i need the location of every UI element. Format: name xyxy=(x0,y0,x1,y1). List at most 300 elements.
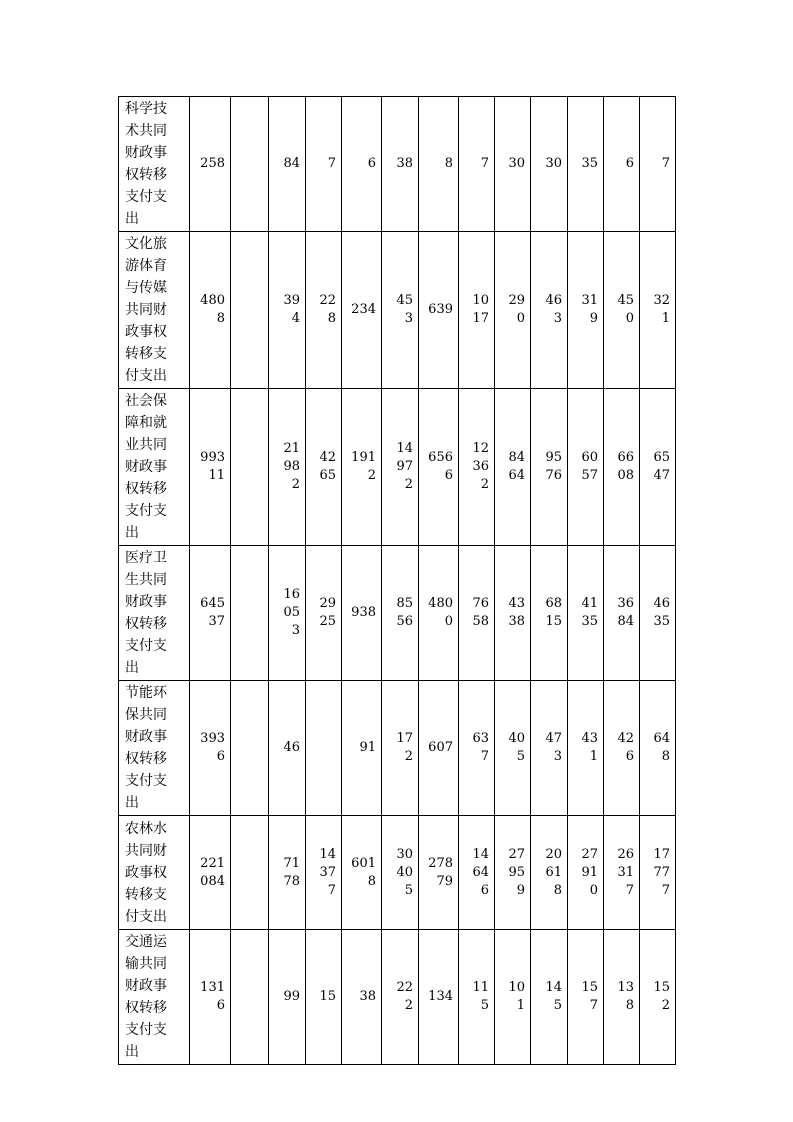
cell-value-line: 60 xyxy=(581,450,598,465)
row-label-line: 支付支 xyxy=(125,773,167,789)
cell-value-line: 46 xyxy=(283,740,300,755)
table-cell xyxy=(231,389,269,546)
cell-value-line: 11 xyxy=(472,980,489,995)
table-cell xyxy=(231,546,269,681)
cell-value-line: 68 xyxy=(545,596,562,611)
table-cell xyxy=(419,681,459,816)
cell-value-line: 40 xyxy=(508,731,525,746)
cell-value-line: 5 xyxy=(404,882,413,898)
row-label-line: 业共同 xyxy=(125,437,167,453)
cell-value-line: 480 xyxy=(200,293,225,308)
table-cell xyxy=(306,97,342,232)
table-cell xyxy=(459,389,495,546)
cell-value-line: 46 xyxy=(653,596,670,611)
cell-value-line: 0 xyxy=(625,311,634,326)
cell-value-line: 2 xyxy=(404,749,413,764)
table-cell xyxy=(604,97,640,232)
cell-value-line: 134 xyxy=(428,989,453,1004)
table-row xyxy=(119,546,676,681)
table-cell xyxy=(568,816,604,930)
table-cell xyxy=(190,232,231,389)
row-label-line: 输共同 xyxy=(125,956,167,972)
table-cell xyxy=(604,816,640,930)
table-cell xyxy=(231,681,269,816)
cell-value-line: 97 xyxy=(396,459,413,474)
cell-value-line: 14 xyxy=(472,846,489,862)
cell-value-line: 1 xyxy=(516,998,525,1013)
cell-value-line: 8 xyxy=(367,873,376,889)
row-label-line: 支付支 xyxy=(125,189,167,205)
table-cell xyxy=(568,389,604,546)
table-cell xyxy=(190,97,231,232)
table-cell xyxy=(568,546,604,681)
table-cell xyxy=(495,681,531,816)
cell-value-line: 14 xyxy=(396,441,413,456)
cell-value-line: 13 xyxy=(617,980,634,995)
cell-value-line: 2 xyxy=(480,477,489,492)
row-label-cell xyxy=(119,546,190,681)
row-label-line: 出 xyxy=(125,795,139,811)
row-label-line: 农林水 xyxy=(125,820,167,837)
row-label-line: 出 xyxy=(125,660,139,676)
table-cell xyxy=(382,389,419,546)
cell-value-line: 91 xyxy=(359,740,376,755)
cell-value-line: 35 xyxy=(581,614,598,629)
cell-value-line: 71 xyxy=(283,855,300,871)
cell-value-line: 22 xyxy=(396,980,413,995)
row-label-line: 交通运 xyxy=(125,934,167,950)
cell-value-line: 79 xyxy=(436,873,453,889)
cell-value-line: 77 xyxy=(653,864,670,880)
cell-value-line: 56 xyxy=(396,614,413,629)
cell-value-line: 6 xyxy=(216,998,225,1013)
table-cell xyxy=(382,681,419,816)
row-label-line: 政事权 xyxy=(125,864,167,881)
cell-value-line: 5 xyxy=(516,749,525,764)
row-label-line: 出 xyxy=(125,525,139,541)
cell-value-line: 084 xyxy=(200,873,225,889)
table-cell xyxy=(269,681,306,816)
table-cell xyxy=(495,97,531,232)
cell-value-line: 15 xyxy=(545,614,562,629)
cell-value-line: 30 xyxy=(545,156,562,171)
table-cell xyxy=(419,546,459,681)
row-label-line: 支付支 xyxy=(125,503,167,519)
row-label-cell xyxy=(119,681,190,816)
cell-value-line: 30 xyxy=(396,846,413,862)
table-cell xyxy=(604,930,640,1065)
cell-value-line: 4 xyxy=(291,311,300,326)
table-cell xyxy=(531,930,568,1065)
table-row xyxy=(119,389,676,546)
row-label-line: 政事权 xyxy=(125,324,167,340)
table-cell xyxy=(604,681,640,816)
row-label-line: 游体育 xyxy=(125,258,167,274)
table-cell xyxy=(342,546,382,681)
row-label-line: 出 xyxy=(125,1044,139,1060)
cell-value-line: 15 xyxy=(653,980,670,995)
table-cell xyxy=(342,816,382,930)
table-cell xyxy=(342,681,382,816)
table-cell xyxy=(531,97,568,232)
table-cell xyxy=(231,816,269,930)
cell-value-line: 26 xyxy=(617,846,634,862)
row-label-line: 出 xyxy=(125,211,139,227)
cell-value-line: 38 xyxy=(508,614,525,629)
cell-value-line: 43 xyxy=(508,596,525,611)
cell-value-line: 98 xyxy=(283,459,300,474)
cell-value-line: 6 xyxy=(367,156,376,171)
table-cell xyxy=(495,816,531,930)
table-cell xyxy=(640,546,676,681)
table-cell xyxy=(604,389,640,546)
cell-value-line: 15 xyxy=(581,980,598,995)
table-cell xyxy=(459,816,495,930)
cell-value-line: 6 xyxy=(216,749,225,764)
cell-value-line: 64 xyxy=(508,468,525,483)
cell-value-line: 8 xyxy=(327,311,336,326)
table-cell xyxy=(495,930,531,1065)
cell-value-line: 32 xyxy=(653,293,670,308)
table-cell xyxy=(342,930,382,1065)
row-label-line: 术共同 xyxy=(125,123,167,139)
cell-value-line: 21 xyxy=(283,441,300,456)
cell-value-line: 3 xyxy=(404,311,413,326)
cell-value-line: 0 xyxy=(589,882,598,898)
cell-value-line: 14 xyxy=(319,846,336,862)
cell-value-line: 7 xyxy=(661,156,670,171)
cell-value-line: 221 xyxy=(200,855,225,871)
cell-value-line: 76 xyxy=(472,596,489,611)
cell-value-line: 14 xyxy=(545,980,562,995)
cell-value-line: 66 xyxy=(617,450,634,465)
cell-value-line: 47 xyxy=(653,468,670,483)
cell-value-line: 7 xyxy=(480,749,489,764)
cell-value-line: 601 xyxy=(351,855,376,871)
cell-value-line: 37 xyxy=(208,614,225,629)
table-body xyxy=(119,97,676,1065)
table-cell xyxy=(495,389,531,546)
table-cell xyxy=(531,546,568,681)
cell-value-line: 2 xyxy=(404,998,413,1013)
cell-value-line: 6 xyxy=(625,156,634,171)
cell-value-line: 645 xyxy=(200,596,225,611)
cell-value-line: 12 xyxy=(472,441,489,456)
table-cell xyxy=(382,816,419,930)
cell-value-line: 8 xyxy=(444,156,453,171)
cell-value-line: 91 xyxy=(581,864,598,880)
table-cell xyxy=(306,232,342,389)
cell-value-line: 05 xyxy=(283,605,300,620)
cell-value-line: 27 xyxy=(508,846,525,862)
table-cell xyxy=(568,97,604,232)
row-label-line: 财政事 xyxy=(125,594,167,610)
cell-value-line: 84 xyxy=(283,156,300,171)
table-cell xyxy=(419,97,459,232)
cell-value-line: 393 xyxy=(200,731,225,746)
cell-value-line: 61 xyxy=(545,864,562,880)
cell-value-line: 99 xyxy=(283,989,300,1004)
cell-value-line: 17 xyxy=(396,731,413,746)
row-label-line: 保共同 xyxy=(125,707,167,723)
cell-value-line: 8 xyxy=(661,749,670,764)
cell-value-line: 607 xyxy=(428,740,453,755)
row-label-line: 共同财 xyxy=(125,302,167,318)
cell-value-line: 84 xyxy=(617,614,634,629)
cell-value-line: 6 xyxy=(480,882,489,898)
cell-value-line: 9 xyxy=(589,311,598,326)
table-row xyxy=(119,97,676,232)
cell-value-line: 35 xyxy=(653,614,670,629)
table-cell xyxy=(231,232,269,389)
row-label-line: 权转移 xyxy=(125,1000,167,1016)
cell-value-line: 42 xyxy=(617,731,634,746)
table-cell xyxy=(306,546,342,681)
row-label-line: 社会保 xyxy=(125,393,167,409)
table-cell xyxy=(604,232,640,389)
table-cell xyxy=(531,816,568,930)
row-label-line: 财政事 xyxy=(125,729,167,745)
table-cell xyxy=(531,389,568,546)
cell-value-line: 30 xyxy=(508,156,525,171)
cell-value-line: 76 xyxy=(545,468,562,483)
cell-value-line: 2 xyxy=(404,477,413,492)
table-cell xyxy=(382,546,419,681)
row-label-line: 与传媒 xyxy=(125,280,167,296)
row-label-line: 节能环 xyxy=(125,685,167,701)
table-cell xyxy=(190,816,231,930)
cell-value-line: 08 xyxy=(617,468,634,483)
table-cell xyxy=(190,389,231,546)
cell-value-line: 63 xyxy=(472,731,489,746)
table-cell xyxy=(419,232,459,389)
table-cell xyxy=(640,389,676,546)
cell-value-line: 480 xyxy=(428,596,453,611)
cell-value-line: 0 xyxy=(516,311,525,326)
row-label-line: 转移支 xyxy=(125,346,167,362)
row-label-line: 医疗卫 xyxy=(125,550,167,566)
cell-value-line: 35 xyxy=(581,156,598,171)
row-label-cell xyxy=(119,930,190,1065)
table-cell xyxy=(269,930,306,1065)
cell-value-line: 131 xyxy=(200,980,225,995)
cell-value-line: 7 xyxy=(625,882,634,898)
row-label-line: 财政事 xyxy=(125,978,167,994)
cell-value-line: 64 xyxy=(653,731,670,746)
cell-value-line: 40 xyxy=(396,864,413,880)
row-label-line: 付支出 xyxy=(125,368,167,384)
table-cell xyxy=(342,97,382,232)
table-cell xyxy=(568,232,604,389)
cell-value-line: 3 xyxy=(553,749,562,764)
cell-value-line: 639 xyxy=(428,302,453,317)
cell-value-line: 29 xyxy=(508,293,525,308)
table-cell xyxy=(190,546,231,681)
cell-value-line: 95 xyxy=(508,864,525,880)
cell-value-line: 6 xyxy=(625,749,634,764)
cell-value-line: 17 xyxy=(653,846,670,862)
cell-value-line: 65 xyxy=(319,468,336,483)
cell-value-line: 7 xyxy=(327,156,336,171)
row-label-line: 文化旅 xyxy=(125,236,167,252)
cell-value-line: 37 xyxy=(319,864,336,880)
cell-value-line: 3 xyxy=(291,623,300,638)
cell-value-line: 2 xyxy=(661,998,670,1013)
cell-value-line: 5 xyxy=(480,998,489,1013)
table-cell xyxy=(459,546,495,681)
cell-value-line: 85 xyxy=(396,596,413,611)
table-cell xyxy=(382,232,419,389)
cell-value-line: 27 xyxy=(581,846,598,862)
cell-value-line: 39 xyxy=(283,293,300,308)
table-row xyxy=(119,232,676,389)
table-cell xyxy=(269,546,306,681)
row-label-line: 财政事 xyxy=(125,459,167,475)
table-cell xyxy=(342,389,382,546)
cell-value-line: 8 xyxy=(553,882,562,898)
cell-value-line: 46 xyxy=(545,293,562,308)
cell-value-line: 38 xyxy=(359,989,376,1004)
cell-value-line: 47 xyxy=(545,731,562,746)
cell-value-line: 17 xyxy=(472,311,489,326)
cell-value-line: 43 xyxy=(581,731,598,746)
table-cell xyxy=(419,930,459,1065)
cell-value-line: 2 xyxy=(367,468,376,483)
cell-value-line: 36 xyxy=(617,596,634,611)
cell-value-line: 7 xyxy=(480,156,489,171)
cell-value-line: 6 xyxy=(444,468,453,483)
table-cell xyxy=(640,681,676,816)
cell-value-line: 9 xyxy=(516,882,525,898)
table-row xyxy=(119,930,676,1065)
cell-value-line: 7 xyxy=(327,882,336,898)
data-table xyxy=(118,96,676,1065)
row-label-line: 科学技 xyxy=(125,101,167,117)
cell-value-line: 15 xyxy=(319,989,336,1004)
table-cell xyxy=(306,816,342,930)
cell-value-line: 78 xyxy=(283,873,300,889)
cell-value-line: 8 xyxy=(216,311,225,326)
cell-value-line: 16 xyxy=(283,587,300,602)
cell-value-line: 36 xyxy=(472,459,489,474)
table-cell xyxy=(568,681,604,816)
table-cell xyxy=(640,816,676,930)
cell-value-line: 7 xyxy=(661,882,670,898)
row-label-cell xyxy=(119,232,190,389)
cell-value-line: 656 xyxy=(428,450,453,465)
cell-value-line: 938 xyxy=(351,605,376,620)
cell-value-line: 3 xyxy=(553,311,562,326)
cell-value-line: 41 xyxy=(581,596,598,611)
table-cell xyxy=(231,930,269,1065)
row-label-line: 障和就 xyxy=(125,415,167,431)
cell-value-line: 45 xyxy=(617,293,634,308)
cell-value-line: 57 xyxy=(581,468,598,483)
cell-value-line: 20 xyxy=(545,846,562,862)
table-cell xyxy=(531,232,568,389)
cell-value-line: 191 xyxy=(351,450,376,465)
cell-value-line: 258 xyxy=(200,156,225,171)
table-cell xyxy=(459,232,495,389)
table-cell xyxy=(459,97,495,232)
row-label-line: 权转移 xyxy=(125,616,167,632)
cell-value-line: 1 xyxy=(661,311,670,326)
row-label-line: 权转移 xyxy=(125,167,167,183)
cell-value-line: 31 xyxy=(617,864,634,880)
cell-value-line: 234 xyxy=(351,302,376,317)
cell-value-line: 42 xyxy=(319,450,336,465)
cell-value-line: 31 xyxy=(581,293,598,308)
cell-value-line: 29 xyxy=(319,596,336,611)
cell-value-line: 22 xyxy=(319,293,336,308)
table-cell xyxy=(306,930,342,1065)
row-label-line: 转移支 xyxy=(125,886,167,903)
table-cell xyxy=(231,97,269,232)
table-cell xyxy=(382,97,419,232)
table-row xyxy=(119,816,676,930)
table-cell xyxy=(640,97,676,232)
row-label-line: 共同财 xyxy=(125,842,167,859)
table-cell xyxy=(190,930,231,1065)
cell-value-line: 95 xyxy=(545,450,562,465)
row-label-cell xyxy=(119,389,190,546)
cell-value-line: 65 xyxy=(653,450,670,465)
table-cell xyxy=(604,546,640,681)
cell-value-line: 993 xyxy=(200,450,225,465)
row-label-line: 权转移 xyxy=(125,481,167,497)
cell-value-line: 45 xyxy=(396,293,413,308)
table-row xyxy=(119,681,676,816)
cell-value-line: 5 xyxy=(553,998,562,1013)
table-cell xyxy=(419,389,459,546)
table-cell xyxy=(190,681,231,816)
cell-value-line: 58 xyxy=(472,614,489,629)
table-cell xyxy=(306,681,342,816)
cell-value-line: 1 xyxy=(589,749,598,764)
table-cell xyxy=(269,389,306,546)
table-cell xyxy=(419,816,459,930)
row-label-line: 支付支 xyxy=(125,638,167,654)
cell-value-line: 7 xyxy=(589,998,598,1013)
table-cell xyxy=(306,389,342,546)
table-cell xyxy=(342,232,382,389)
cell-value-line: 38 xyxy=(396,156,413,171)
table-cell xyxy=(269,232,306,389)
table-cell xyxy=(640,930,676,1065)
table-cell xyxy=(531,681,568,816)
cell-value-line: 25 xyxy=(319,614,336,629)
cell-value-line: 10 xyxy=(472,293,489,308)
cell-value-line: 2 xyxy=(291,477,300,492)
cell-value-line: 84 xyxy=(508,450,525,465)
row-label-cell xyxy=(119,97,190,232)
table-cell xyxy=(568,930,604,1065)
cell-value-line: 8 xyxy=(625,998,634,1013)
table-cell xyxy=(382,930,419,1065)
row-label-line: 财政事 xyxy=(125,145,167,161)
table-cell xyxy=(459,681,495,816)
row-label-line: 权转移 xyxy=(125,751,167,767)
table-cell xyxy=(640,232,676,389)
cell-value-line: 64 xyxy=(472,864,489,880)
cell-value-line: 0 xyxy=(444,614,453,629)
table-cell xyxy=(269,816,306,930)
table-cell xyxy=(459,930,495,1065)
cell-value-line: 278 xyxy=(428,855,453,871)
table-cell xyxy=(269,97,306,232)
row-label-line: 生共同 xyxy=(125,572,167,588)
table-cell xyxy=(495,546,531,681)
